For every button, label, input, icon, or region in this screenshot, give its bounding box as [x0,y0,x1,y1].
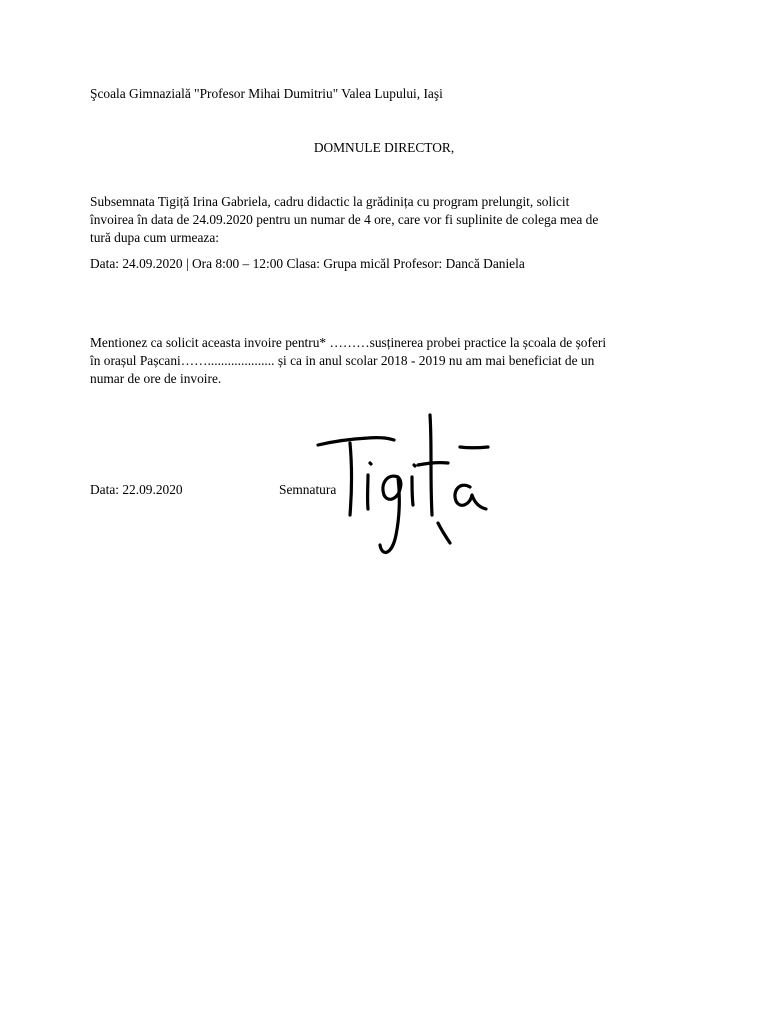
reason-paragraph [90,334,680,388]
request-paragraph [90,193,680,247]
request-line-3: tură dupa cum urmeaza: [90,230,220,245]
request-line-2: învoirea în data de 24.09.2020 pentru un numar de 4 ore, care vor fi suplinite de colega mea de [90,212,599,227]
schedule-line: Data: 24.09.2020 | Ora 8:00 – 12:00 Clasa: Grupa micăl Profesor: Dancă Daniela [90,256,525,271]
salutation-heading: DOMNULE DIRECTOR, [313,140,455,155]
reason-line-2: în orașul Pașcani…….................... și ca in anul scolar 2018 - 2019 nu am mai beneficiat de un [90,353,595,368]
request-line-1: Subsemnata Tigiță Irina Gabriela, cadru didactic la grădinița cu program prelungit, solicit [90,194,570,209]
schedule-paragraph [90,255,680,273]
signature-label: Semnatura [279,482,337,497]
reason-line-3: numar de ore de invoire. [90,371,222,386]
reason-line-1: Mentionez ca solicit aceasta invoire pentru* ………susținerea probei practice la școala de șoferi [90,335,607,350]
request-date: Data: 22.09.2020 [90,482,183,497]
school-name: Şcoala Gimnazială "Profesor Mihai Dumitriu" Valea Lupului, Iaşi [90,86,443,101]
handwritten-signature [310,405,500,565]
